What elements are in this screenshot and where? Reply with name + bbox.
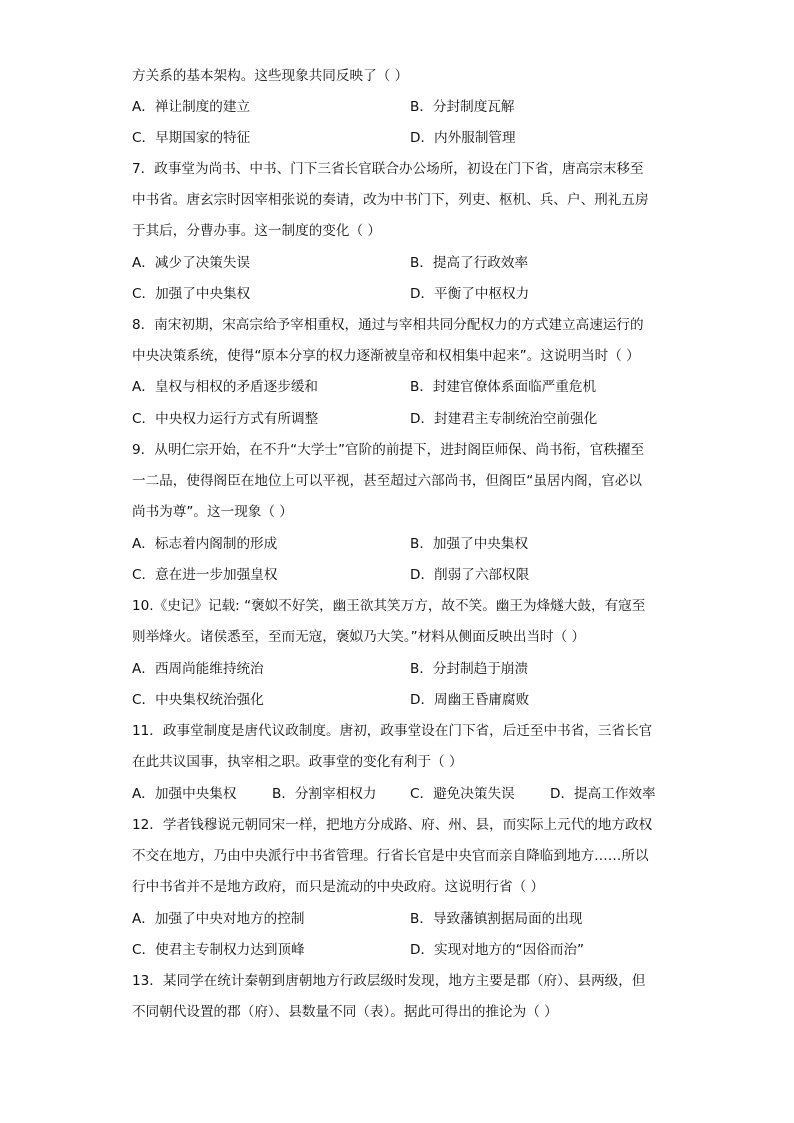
q9-stem-line-3: 尚书为尊”。这一现象（ ）	[132, 504, 293, 520]
q10-option-b: B．分封制趋于崩溃	[410, 661, 529, 677]
q13-stem-line-2: 不同朝代设置的郡（府）、县数量不同（表）。据此可得出的推论为（ ）	[132, 1004, 558, 1020]
q9-option-a: A．标志着内阁制的形成	[132, 536, 278, 552]
q12-stem-line-3: 行中书省并不是地方政府，而只是流动的中央政府。这说明行省（ ）	[132, 879, 545, 895]
q8-option-d: D．封建君主专制统治空前强化	[410, 411, 598, 427]
q6-option-a: A．禅让制度的建立	[132, 99, 251, 115]
q7-option-d: D．平衡了中枢权力	[410, 286, 530, 302]
q10-option-a: A．西周尚能维持统治	[132, 661, 264, 677]
q8-option-a: A．皇权与相权的矛盾逐步缓和	[132, 379, 319, 395]
q12-option-a: A．加强了中央对地方的控制	[132, 911, 305, 927]
q9-stem-line-1: 9．从明仁宗开始，在不升“大学士”官阶的前提下，进封阁臣师保、尚书衔，官秩擢至	[132, 442, 645, 458]
q6-option-b: B．分封制度瓦解	[410, 99, 515, 115]
q11-stem-line-1: 11．政事堂制度是唐代议政制度。唐初，政事堂设在门下省，后迁至中书省，三省长官	[132, 723, 653, 739]
q8-stem-line-1: 8．南宋初期，宋高宗给予宰相重权，通过与宰相共同分配权力的方式建立高速运行的	[132, 317, 644, 333]
q7-option-b: B．提高了行政效率	[410, 255, 529, 271]
q7-option-a: A．减少了决策失误	[132, 255, 251, 271]
q8-option-c: C．中央权力运行方式有所调整	[132, 411, 319, 427]
q8-stem-line-2: 中央决策系统，使得“原本分享的权力逐渐被皇帝和权相集中起来”。这说明当时（ ）	[132, 348, 640, 364]
q11-stem-line-2: 在此共议国事，执宰相之职。政事堂的变化有利于（ ）	[132, 754, 463, 770]
q11-option-c: C．避免决策失误	[410, 786, 515, 802]
q12-option-b: B．导致藩镇割据局面的出现	[410, 911, 583, 927]
q10-stem-line-2: 则举烽火。诸侯悉至，至而无寇，褒姒乃大笑。”材料从侧面反映出当时（ ）	[132, 629, 586, 645]
q12-stem-line-1: 12．学者钱穆说元朝同宋一样，把地方分成路、府、州、县，而实际上元代的地方政权	[132, 817, 653, 833]
q11-option-d: D．提高工作效率	[550, 786, 656, 802]
q6-option-d: D．内外服制管理	[410, 130, 516, 146]
q11-option-a: A．加强中央集权	[132, 786, 237, 802]
q7-stem-line-1: 7．政事堂为尚书、中书、门下三省长官联合办公场所，初设在门下省，唐高宗末移至	[132, 161, 644, 177]
q13-stem-line-1: 13．某同学在统计秦朝到唐朝地方行政层级时发现，地方主要是郡（府）、县两级，但	[132, 973, 646, 989]
q12-option-d: D．实现对地方的“因俗而治”	[410, 942, 585, 958]
q10-stem-line-1: 10.《史记》记载: “褒姒不好笑，幽王欲其笑万方，故不笑。幽王为烽燧大鼓，有寇至	[132, 598, 646, 614]
q6-stem-tail: 方关系的基本架构。这些现象共同反映了（ ）	[132, 68, 409, 84]
q7-stem-line-2: 中书省。唐玄宗时因宰相张说的奏请，改为中书门下，列吏、枢机、兵、户、刑礼五房	[132, 192, 649, 208]
q12-stem-line-2: 不交在地方，乃由中央派行中书省管理。行省长官是中央官而亲自降临到地方……所以	[132, 848, 649, 864]
q8-option-b: B．封建官僚体系面临严重危机	[410, 379, 597, 395]
q10-option-c: C．中央集权统治强化	[132, 692, 264, 708]
q11-option-b: B．分割宰相权力	[272, 786, 377, 802]
q6-option-c: C．早期国家的特征	[132, 130, 251, 146]
q9-stem-line-2: 一二品，使得阁臣在地位上可以平视，甚至超过六部尚书，但阁臣“虽居内阁，官必以	[132, 473, 643, 489]
q9-option-d: D．削弱了六部权限	[410, 567, 530, 583]
q9-option-c: C．意在进一步加强皇权	[132, 567, 278, 583]
q12-option-c: C．使君主专制权力达到顶峰	[132, 942, 305, 958]
q10-option-d: D．周幽王昏庸腐败	[410, 692, 530, 708]
q7-option-c: C．加强了中央集权	[132, 286, 251, 302]
q9-option-b: B．加强了中央集权	[410, 536, 529, 552]
q7-stem-line-3: 于其后，分曹办事。这一制度的变化（ ）	[132, 223, 382, 239]
